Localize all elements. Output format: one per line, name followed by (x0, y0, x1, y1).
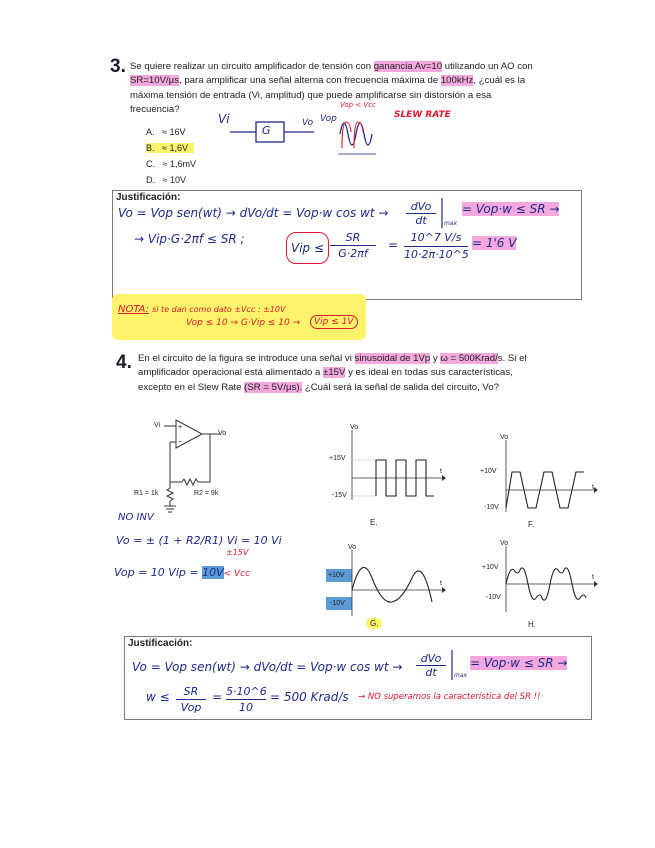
q3-derivative-fraction (406, 200, 436, 227)
graph-f-bottom: -10V (484, 504, 499, 511)
graph-g-caption: G. (366, 618, 382, 629)
nota-label: NOTA: (118, 304, 149, 315)
q3-highlight-sr: SR=10V/µs (130, 75, 179, 87)
q3-sr-condition (462, 202, 559, 216)
q4-text-part: s. Si el (497, 353, 527, 364)
q4-omega-fraction (176, 684, 206, 715)
fraction-numerator: dVo (416, 652, 446, 666)
q4-sr-condition-highlight: = Vop·w ≤ SR → (470, 656, 568, 670)
q4-text-part: amplificador operacional está alimentado a (138, 367, 324, 379)
q3-text-line: frecuencia? (130, 104, 180, 116)
q3-sketch-vop: Vop (320, 114, 337, 124)
q3-nota-line2: Vop ≤ 10 → G·Vip ≤ 10 → (186, 318, 301, 328)
option-letter: C. (146, 159, 155, 169)
fraction-denominator: dt (415, 214, 427, 227)
option-value: ≈ 1,6mV (162, 159, 196, 169)
option-value: ≈ 16V (162, 127, 186, 137)
option-letter: A. (146, 127, 155, 137)
graph-e-ylabel: Vo (350, 424, 359, 431)
option-letter: B. (146, 143, 155, 153)
fraction-denominator: dt (425, 666, 437, 679)
q4-omega-label: w ≤ (146, 690, 170, 704)
q3-sketch-vop-vcc: Vop < Vcc (340, 101, 376, 109)
graph-e-top: +15V (329, 455, 346, 462)
q3-slew-rate-note: SLEW RATE (394, 110, 451, 120)
q3-highlight-gain: ganancia Av=10 (373, 61, 443, 72)
q3-numeric-fraction (404, 230, 468, 263)
graph-e-caption: E. (370, 518, 378, 527)
circuit-r1-label: R1 = 1k (134, 490, 159, 497)
graph-e-tlabel: t (440, 468, 442, 475)
fraction-numerator: SR (176, 684, 206, 700)
q3-option-d[interactable] (146, 172, 196, 188)
q3-max-subscript: max (444, 220, 458, 227)
q3-nota-result: Vip ≤ 1V (310, 315, 358, 329)
fraction-numerator: 5·10^6 (226, 685, 267, 698)
graph-f-ylabel: Vo (500, 434, 509, 441)
q3-option-a[interactable] (146, 124, 196, 140)
q4-text-part: En el circuito de la figura se introduce una señal vi (138, 353, 355, 364)
fraction-denominator: 10 (239, 701, 253, 714)
q3-sr-condition-highlight: = Vop·w ≤ SR → (462, 202, 560, 216)
svg-text:+: + (178, 424, 183, 431)
q4-highlight-signal: sinusoidal de 1Vp (354, 353, 431, 364)
graph-f-top: +10V (480, 468, 497, 475)
graph-h-top: +10V (482, 564, 499, 571)
option-value: ≈ 1,6V (162, 143, 188, 153)
q4-vop-equation (114, 566, 250, 579)
q3-option-c[interactable] (146, 156, 196, 172)
q3-equals: = (388, 238, 399, 252)
q4-text-part: y (430, 353, 441, 364)
q4-max-subscript: max (454, 672, 468, 679)
q3-sketch-vi: Vi (218, 112, 230, 126)
q4-vop-vcc: < Vcc (223, 569, 251, 579)
q4-gain-equation: Vo = ± (1 + R2/R1) Vi = 10 Vi (116, 534, 282, 547)
graph-e-bottom: -15V (332, 492, 347, 499)
q3-text-line: máxima tensión de entrada (Vi, amplitud) que puede amplificarse sin distorsión a esa (130, 89, 492, 101)
q4-text-part: excepto en el Slew Rate (138, 381, 245, 393)
fraction-numerator: dVo (406, 200, 436, 214)
fraction-numerator: SR (330, 230, 376, 246)
circuit-r2-label: R2 = 9k (194, 490, 219, 497)
q3-handwritten-line2: → Vip·G·2πf ≤ SR ; (134, 232, 245, 246)
q4-no-inv-note: NO INV (118, 512, 154, 523)
circuit-vo-label: Vo (218, 430, 227, 437)
nota-text: si te dan como dato ±Vcc : ±10V (152, 305, 286, 314)
question-3-number: 3. (110, 56, 126, 77)
q3-sketch-vo: Vo (302, 118, 314, 128)
q4-vop-text: Vop = 10 Vip = (114, 566, 199, 579)
graph-f (500, 440, 600, 516)
svg-text:−: − (178, 439, 183, 446)
q4-handwritten-line1: Vo = Vop sen(wt) → dVo/dt = Vop·w cos wt → (132, 660, 403, 674)
q3-option-b[interactable] (146, 140, 196, 156)
q4-text-part: y es ideal en todas sus características, (345, 367, 513, 379)
q3-vip-fraction (330, 230, 376, 261)
fraction-denominator: 10·2π·10^5 (404, 248, 469, 261)
fraction-denominator: G·2πf (338, 247, 368, 260)
q4-derivative-fraction (416, 652, 446, 679)
q3-text-part: Se quiere realizar un circuito amplificador de tensión con (130, 61, 374, 72)
question-4-number: 4. (116, 352, 132, 373)
circuit-vi-label: Vi (154, 422, 161, 429)
graph-f-tlabel: t (592, 484, 594, 491)
q4-equals: = (212, 690, 223, 704)
question-4-text (138, 352, 580, 395)
graph-g-tlabel: t (440, 580, 442, 587)
q4-highlight-omega: ω = 500Krad/ (440, 353, 498, 364)
graph-g (348, 550, 448, 620)
q4-sr-condition (470, 656, 567, 670)
graph-g-ylabel: Vo (348, 544, 357, 551)
q4-highlight-sr: (SR = 5V/µs). (244, 381, 303, 393)
q3-nota-line1 (118, 304, 285, 315)
graph-h-bottom: -10V (486, 594, 501, 601)
q3-options (146, 124, 196, 188)
q4-justification-title: Justificación: (128, 638, 193, 649)
q4-vop-highlight: 10V (202, 566, 224, 579)
graph-h (500, 546, 600, 616)
q3-handwritten-line1: Vo = Vop sen(wt) → dVo/dt = Vop·w cos wt → (118, 206, 389, 220)
q3-result-highlight: = 1'6 V (472, 236, 517, 250)
graph-h-tlabel: t (592, 574, 594, 581)
graph-h-caption: H. (528, 620, 536, 629)
q3-text-part: , ¿cuál es la (473, 75, 526, 87)
q4-highlight-supply: ±15V (323, 367, 346, 379)
graph-e (346, 430, 446, 510)
q3-vip-circle: Vip ≤ (286, 232, 329, 264)
q3-text-part: , para amplificar una señal alterna con frecuencia máxima de (179, 75, 441, 87)
q4-conclusion-note: → NO superamos la característica del SR !! (358, 692, 541, 702)
q3-highlight-frequency: 100kHz (440, 75, 474, 87)
graph-h-ylabel: Vo (500, 540, 509, 547)
q4-15v-note: ±15V (226, 548, 249, 557)
q3-text-part: utilizando un AO con (442, 61, 533, 72)
option-value: ≈ 10V (162, 175, 186, 185)
option-letter: D. (146, 175, 155, 185)
fraction-numerator: 10^7 V/s (404, 230, 468, 247)
q3-sketch-gain-label: G (262, 124, 271, 137)
q4-text-part: ¿Cuál será la señal de salida del circuito, Vo? (302, 381, 499, 393)
graph-f-caption: F. (528, 520, 535, 529)
graph-g-bottom: -10V (330, 600, 345, 607)
q4-numeric-fraction (226, 684, 266, 715)
q4-omega-result: = 500 Krad/s (270, 690, 349, 704)
q3-result (472, 236, 516, 250)
graph-g-top: +10V (328, 572, 345, 579)
q3-justification-title: Justificación: (116, 192, 181, 203)
fraction-denominator: Vop (180, 701, 202, 714)
